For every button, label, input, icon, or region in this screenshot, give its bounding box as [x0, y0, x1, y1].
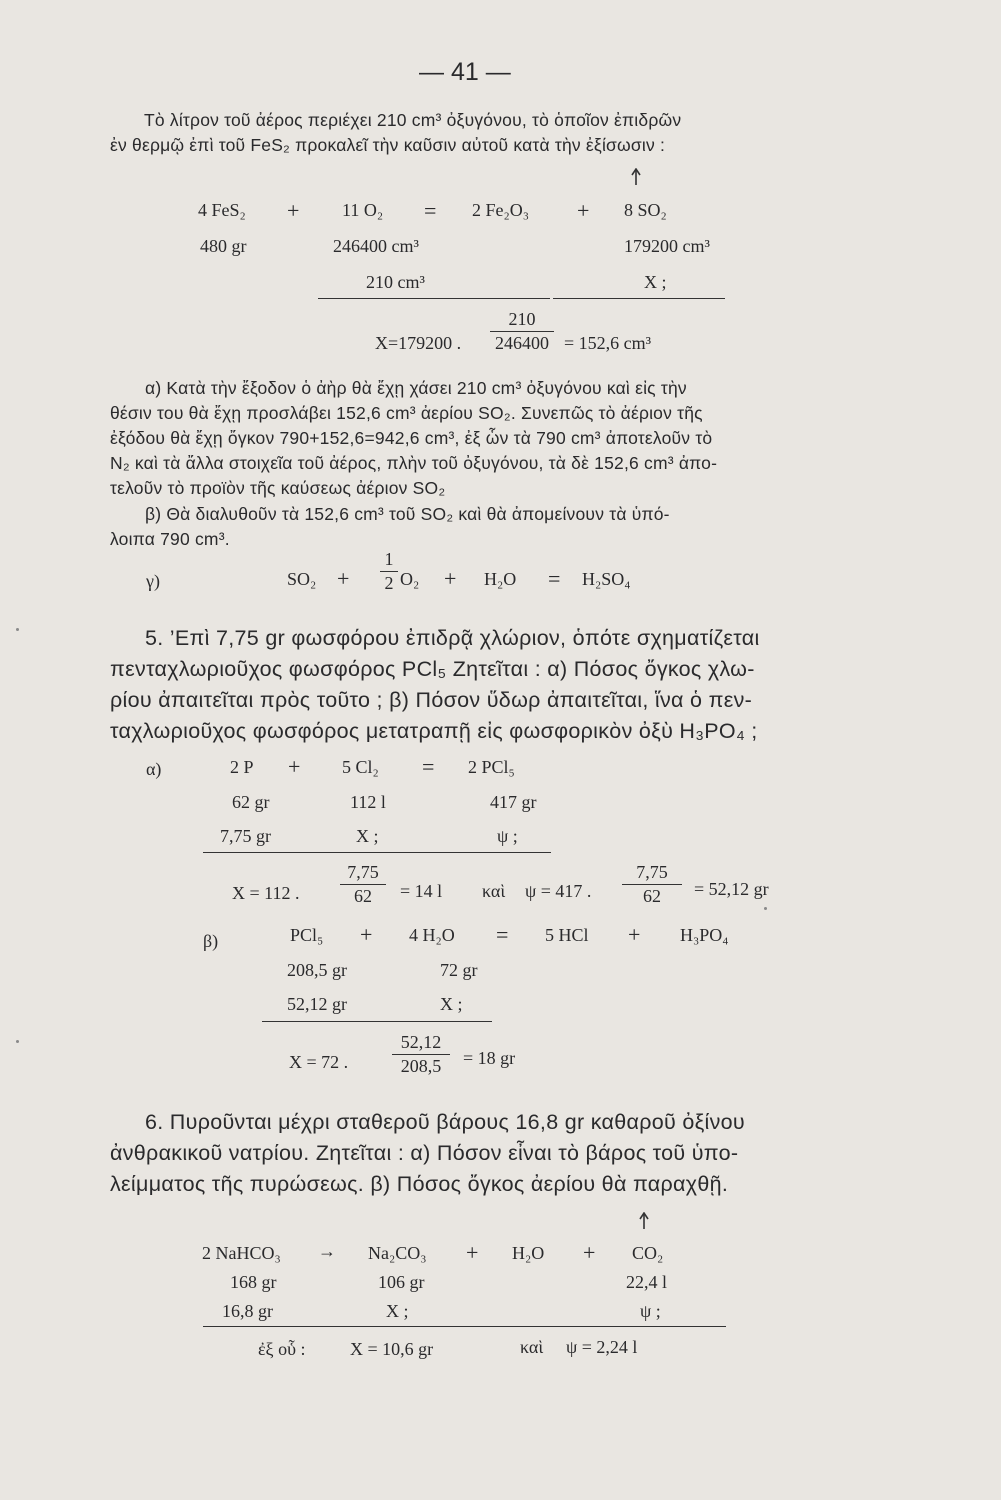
eq6-result-from: ἐξ οὗ :	[258, 1339, 306, 1359]
answer-a-line-2: θέσιν του θὰ ἔχῃ προσλάβει 152,6 cm³ ἀερίου SO₂. Συνεπῶς τὸ ἀέριον τῆς	[110, 403, 703, 423]
eq1-so2: 8 SO₂	[624, 200, 667, 220]
eq5a-result1-lhs: X = 112 .	[232, 883, 300, 903]
eq6-reaction-arrow-icon: →	[318, 1241, 336, 1261]
answer-c-label: γ)	[146, 571, 160, 591]
eq6-h2o: H₂O	[512, 1243, 545, 1263]
eq1-unknown: X ;	[644, 272, 667, 292]
eq1-plus: +	[577, 198, 590, 223]
eq1-plus: +	[287, 198, 300, 223]
eq5a-result-and: καὶ	[482, 881, 506, 901]
eq1-o2: 11 O₂	[342, 200, 384, 220]
eq5b-plus: +	[360, 922, 373, 947]
eq5a-result1-rhs: = 14 l	[400, 881, 443, 901]
eq5a-mass-pcl5: 417 gr	[490, 792, 537, 812]
answer-c-equals: =	[548, 566, 561, 591]
eq5b-given-pcl5: 52,12 gr	[287, 994, 347, 1014]
eq5b-result-denominator: 208,5	[400, 1056, 442, 1076]
eq5b-result-numerator: 52,12	[400, 1032, 442, 1052]
eq5a-label: α)	[146, 759, 162, 779]
eq6-plus: +	[466, 1240, 479, 1265]
eq5a-result2-numerator: 7,75	[636, 862, 668, 882]
eq1-rule	[318, 298, 550, 299]
eq6-unknown-psi: ψ ;	[640, 1301, 661, 1321]
eq5a-result1-fraction	[340, 862, 386, 907]
eq6-co2: CO₂	[632, 1243, 664, 1263]
eq6-nahco3: 2 NaHCO₃	[202, 1243, 281, 1263]
eq5a-rule	[203, 852, 551, 853]
eq5a-unknown-psi: ψ ;	[497, 826, 518, 846]
eq5b-unknown-x: X ;	[440, 994, 463, 1014]
gas-up-arrow-icon	[638, 1212, 650, 1230]
eq1-vol-o2: 246400 cm³	[333, 236, 419, 256]
answer-c-plus: +	[444, 566, 457, 591]
eq6-vol-co2: 22,4 l	[626, 1272, 668, 1292]
eq5b-result-rhs: = 18 gr	[463, 1048, 516, 1068]
problem-5-line-1: 5. ’Επὶ 7,75 gr φωσφόρου ἐπιδρᾷ χλώριον, ὁπότε σχηματίζεται	[145, 626, 760, 650]
answer-c-o2: O₂	[400, 569, 420, 589]
problem-6-line-1: 6. Πυροῦνται μέχρι σταθεροῦ βάρους 16,8 gr καθαροῦ ὀξίνου	[145, 1110, 745, 1134]
problem-5-line-3: ρίου ἀπαιτεῖται πρὸς τοῦτο ; β) Πόσον ὕδωρ ἀπαιτεῖται, ἵνα ὁ πεν-	[110, 688, 753, 712]
eq6-mass-nahco3: 168 gr	[230, 1272, 277, 1292]
answer-c-denominator: 2	[384, 573, 394, 593]
eq5b-plus: +	[628, 922, 641, 947]
eq5b-mass-h2o: 72 gr	[440, 960, 478, 980]
answer-b-line-1: β) Θὰ διαλυθοῦν τὰ 152,6 cm³ τοῦ SO₂ καὶ θὰ ἀπομείνουν τὰ ὑπό-	[145, 504, 670, 524]
eq1-result-denominator: 246400	[495, 333, 549, 353]
answer-a-line-1: α) Κατὰ τὴν ἔξοδον ὁ ἀὴρ θὰ ἔχῃ χάσει 210 cm³ ὀξυγόνου καὶ εἰς τὴν	[145, 378, 687, 398]
eq5a-result1-denominator: 62	[354, 886, 372, 906]
eq1-result-fraction	[490, 309, 554, 354]
problem-5-line-2: πενταχλωριοῦχος φωσφόρος PCl₅ Ζητεῖται : α) Πόσος ὄγκος χλω-	[110, 657, 755, 681]
eq5b-result-lhs: X = 72 .	[289, 1052, 349, 1072]
eq5b-h3po4: H₃PO₄	[680, 925, 729, 945]
eq6-unknown-x: X ;	[386, 1301, 409, 1321]
eq5a-vol-cl2: 112 l	[350, 792, 386, 812]
scan-speck	[764, 907, 767, 910]
eq6-result-and: καὶ	[520, 1337, 544, 1357]
scan-speck	[16, 1040, 19, 1043]
eq5a-cl2: 5 Cl₂	[342, 757, 379, 777]
eq6-na2co3: Na₂CO₃	[368, 1243, 427, 1263]
eq5a-plus: +	[288, 754, 301, 779]
eq5a-unknown-x: X ;	[356, 826, 379, 846]
eq6-rule	[203, 1326, 726, 1327]
eq5b-mass-pcl5: 208,5 gr	[287, 960, 347, 980]
answer-a-line-5: τελοῦν τὸ προϊὸν τῆς καύσεως ἀέριον SO₂	[110, 478, 446, 498]
eq5b-result-fraction	[392, 1032, 450, 1077]
eq1-result-rhs: = 152,6 cm³	[564, 333, 652, 353]
eq1-fes2: 4 FeS₂	[198, 200, 246, 220]
answer-c-numerator: 1	[384, 549, 394, 569]
eq5a-pcl5: 2 PCl₅	[468, 757, 515, 777]
eq5a-result2-rhs: = 52,12 gr	[694, 879, 769, 899]
eq5a-result1-numerator: 7,75	[347, 862, 379, 882]
eq5b-h2o: 4 H₂O	[409, 925, 455, 945]
page-number: — 41 —	[419, 58, 511, 86]
problem-5-line-4: ταχλωριοῦχος φωσφόρος μετατραπῇ εἰς φωσφορικὸν ὀξὺ H₃PO₄ ;	[110, 719, 758, 743]
eq1-mass-fes2: 480 gr	[200, 236, 247, 256]
answer-b-line-2: λοιπα 790 cm³.	[110, 529, 230, 549]
eq5a-result2-fraction	[622, 862, 682, 907]
answer-c-so2: SO₂	[287, 569, 317, 589]
answer-c-plus: +	[337, 566, 350, 591]
eq1-fe2o3: 2 Fe₂O₃	[472, 200, 530, 220]
eq5a-result2-lhs: ψ = 417 .	[525, 881, 592, 901]
problem-6-line-2: ἀνθρακικοῦ νατρίου. Ζητεῖται : α) Πόσον εἶναι τὸ βάρος τοῦ ὑπο-	[110, 1141, 739, 1165]
eq5b-label: β)	[203, 931, 219, 951]
eq5a-mass-p: 62 gr	[232, 792, 270, 812]
eq5b-rule	[262, 1021, 492, 1022]
eq1-rule	[553, 298, 725, 299]
eq1-vol-so2: 179200 cm³	[624, 236, 710, 256]
eq6-mass-na2co3: 106 gr	[378, 1272, 425, 1292]
answer-a-line-3: ἐξόδου θὰ ἔχῃ ὄγκον 790+152,6=942,6 cm³, ἐξ ὧν τὰ 790 cm³ ἀποτελοῦν τὸ	[110, 428, 713, 448]
eq5a-result2-denominator: 62	[643, 886, 661, 906]
problem-6-line-3: λείμματος τῆς πυρώσεως. β) Πόσος ὄγκος ἀερίου θὰ παραχθῇ.	[110, 1172, 729, 1196]
intro-line-1: Τὸ λίτρον τοῦ ἀέρος περιέχει 210 cm³ ὀξυγόνου, τὸ ὁποῖον ἐπιδρῶν	[144, 110, 682, 130]
eq5b-equals: =	[496, 922, 509, 947]
eq5a-given-p: 7,75 gr	[220, 826, 271, 846]
answer-a-line-4: N₂ καὶ τὰ ἄλλα στοιχεῖα τοῦ ἀέρος, πλὴν τοῦ ὀξυγόνου, τὰ δὲ 152,6 cm³ ἀπο-	[110, 453, 718, 473]
eq5a-p: 2 P	[230, 757, 254, 777]
answer-c-fraction	[380, 549, 398, 594]
eq6-given-nahco3: 16,8 gr	[222, 1301, 273, 1321]
eq5a-equals: =	[422, 754, 435, 779]
intro-line-2: ἐν θερμῷ ἐπὶ τοῦ FeS₂ προκαλεῖ τὴν καῦσιν αὐτοῦ κατὰ τὴν ἐξίσωσιν :	[110, 135, 666, 155]
answer-c-h2o: H₂O	[484, 569, 517, 589]
eq5b-pcl5: PCl₅	[290, 925, 324, 945]
eq6-result-psi: ψ = 2,24 l	[566, 1337, 638, 1357]
answer-c-h2so4: H₂SO₄	[582, 569, 631, 589]
eq6-result-x: X = 10,6 gr	[350, 1339, 434, 1359]
eq1-result-numerator: 210	[508, 309, 536, 329]
eq6-plus: +	[583, 1240, 596, 1265]
eq1-given-o2: 210 cm³	[366, 272, 425, 292]
eq5b-hcl: 5 HCl	[545, 925, 589, 945]
gas-up-arrow-icon	[630, 168, 642, 186]
eq1-result-lhs: X=179200 .	[375, 333, 462, 353]
eq1-equals: =	[424, 198, 437, 223]
scan-speck	[16, 628, 19, 631]
